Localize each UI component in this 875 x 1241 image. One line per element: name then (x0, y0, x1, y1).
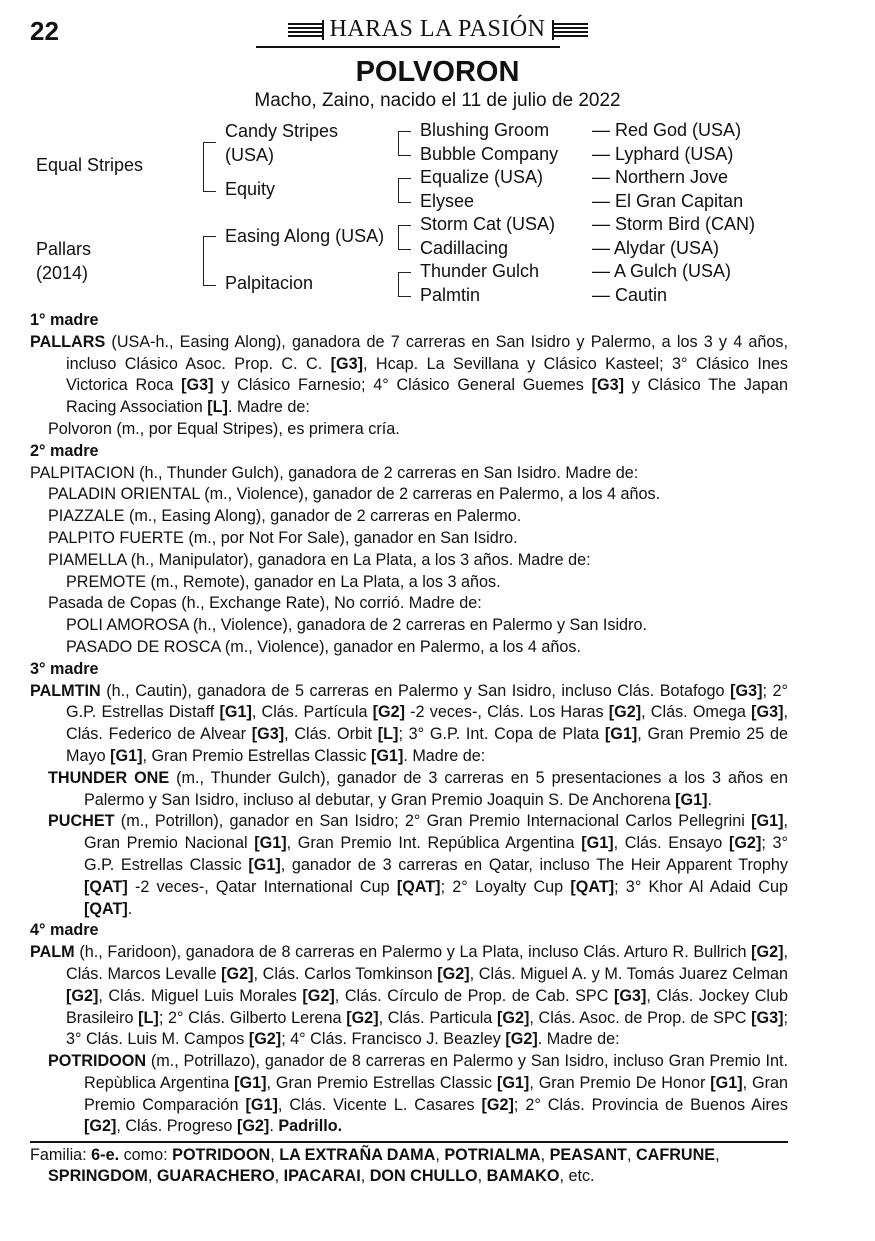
pedigree-dam (36, 238, 91, 285)
pedigree-gen4-item: — Northern Jove (592, 166, 755, 190)
entry-text: . (127, 899, 133, 918)
grade-badge: [G1] (604, 725, 638, 744)
entry-text: , Clás. Vicente L. Casares (277, 1095, 482, 1114)
grade-badge: [G2] (302, 986, 335, 1005)
entry-text: ; 3° G.P. Int. Copa de Plata (398, 725, 605, 744)
grade-badge: [G2] (372, 703, 405, 722)
grade-badge: [G1] (496, 1073, 530, 1092)
section-heading: 3° madre (30, 659, 99, 678)
pedigree-dam-dam: Palpitacion (225, 273, 314, 293)
entry-text: y Clásico Farnesio; 4° Clásico General Guemes (213, 376, 592, 395)
entry-palpitacion: PALPITACION (h., Thunder Gulch), ganadora de 2 carreras en San Isidro. Madre de: (30, 463, 639, 482)
horse-entry-name: PUCHET (48, 812, 115, 831)
grade-badge: [QAT] (570, 877, 615, 896)
entry-text: , Clás. Orbit (284, 725, 378, 744)
pedigree-sire-sire-name: Candy Stripes (225, 121, 339, 141)
entry-pallars (30, 332, 788, 419)
grade-badge: [G2] (497, 1008, 530, 1027)
separator: , (477, 1167, 487, 1186)
entry-text: . (269, 1117, 279, 1136)
grade-badge: [G2] (248, 1030, 282, 1049)
entry-text: , Hcap. La Sevillana y Clásico Kasteel; 3° Clásico Ines Victorica Roca (66, 354, 788, 395)
separator: , (360, 1167, 370, 1186)
pedigree-gen3-item: Equalize (USA) (420, 167, 544, 187)
family-text (30, 310, 788, 1188)
separator: , (540, 1145, 550, 1164)
pedigree-gen3-item: Palmtin (420, 284, 481, 305)
entry-text: , Gran Premio 25 de Mayo (66, 725, 788, 765)
entry-text: . (707, 790, 713, 809)
header-rule (256, 46, 560, 48)
horse-entry-name: POTRIDOON (48, 1052, 147, 1071)
entry-potridoon (30, 1051, 788, 1138)
entry-text: . Madre de: (537, 1030, 620, 1049)
horse-entry-name: PALM (30, 943, 75, 962)
entry-text: , Clás. Ensayo (613, 834, 729, 853)
grade-badge: [G2] (481, 1095, 514, 1114)
familia-horse: DON CHULLO (369, 1167, 478, 1186)
stallion-label: Padrillo. (278, 1117, 343, 1136)
entry-thunder-one (30, 768, 788, 812)
separator: , (626, 1145, 636, 1164)
familia-line (30, 1145, 788, 1189)
farm-header (0, 16, 875, 45)
familia-horse: POTRIDOON (172, 1145, 271, 1164)
entry-text: -2 veces-, Qatar International Cup (127, 877, 397, 896)
pedigree-dam-name: Pallars (36, 239, 92, 259)
entry-text: , Gran Premio Nacional (84, 812, 788, 853)
entry-text: (USA-h., Easing Along), ganadora de 7 carreras en San Isidro y Palermo, a los 3 y 4 años, incluso Clásico Asoc. Prop. C. C. (66, 332, 788, 373)
entry-text: (m., Thunder Gulch), ganador de 3 carreras en 5 presentaciones a los 3 años en Palermo y San Isidro, incluso al debutar, y Gran Premio Joaquin S. De Anchorena (84, 768, 789, 809)
entry-text: ; 3° Khor Al Adaid Cup (614, 877, 789, 896)
entry-text: , Clás. Asoc. de Prop. de SPC (529, 1008, 752, 1027)
entry-text: como: (119, 1145, 173, 1164)
grade-badge: [G1] (370, 746, 404, 765)
pedigree-dam-year: (2014) (36, 262, 89, 283)
page-number: 22 (30, 16, 59, 46)
familia-horse: CAFRUNE (635, 1145, 716, 1164)
pedigree-dam-sire: Easing Along (USA) (225, 226, 385, 246)
grade-badge: [G2] (236, 1117, 270, 1136)
familia-horse: POTRIALMA (444, 1145, 541, 1164)
grade-badge: [G3] (751, 703, 784, 722)
entry-text: ; 2° Clás. Provincia de Buenos Aires (513, 1095, 789, 1114)
familia-rule (30, 1141, 788, 1142)
grade-badge: [G3] (613, 986, 647, 1005)
separator: , (270, 1145, 280, 1164)
bracket (203, 236, 216, 286)
pedigree-gen4-item: — A Gulch (USA) (592, 260, 755, 284)
pedigree-gen3-item: Bubble Company (420, 143, 559, 164)
grade-badge: [G1] (710, 1073, 743, 1092)
entry-text: ; 3° G.P. Estrellas Classic (84, 834, 788, 874)
list-item: PIAZZALE (m., Easing Along), ganador de 2 carreras en Palermo. (48, 507, 522, 526)
familia-code: 6-e. (91, 1145, 120, 1164)
grade-badge: [G2] (221, 964, 254, 983)
grade-badge: [G3] (330, 354, 363, 373)
list-item: PALPITO FUERTE (m., por Not For Sale), ganador en San Isidro. (48, 528, 518, 547)
bracket (398, 225, 411, 250)
entry-text: y Clásico The Japan Racing Association (66, 376, 788, 417)
entry-text: , Clás. Omega (641, 703, 752, 722)
entry-text: ; 2° Loyalty Cup (440, 877, 571, 896)
section-heading: 4° madre (30, 921, 99, 940)
pedigree-gen3-item: Cadillacing (420, 237, 509, 258)
grade-badge: [G3] (730, 681, 763, 700)
pedigree-sire-sire-origin: (USA) (225, 144, 274, 165)
entry-text: , Clás. Jockey Club Brasileiro (66, 986, 788, 1027)
grade-badge: [L] (207, 398, 228, 417)
entry-text: (m., Potrillazo), ganador de 8 carreras en Palermo y San Isidro, incluso Gran Premio Int. Repùblica Argentina (84, 1052, 788, 1092)
grade-badge: [QAT] (84, 877, 128, 896)
familia-horse: PEASANT (549, 1145, 627, 1164)
grade-badge: [G2] (608, 703, 642, 722)
grade-badge: [G1] (110, 746, 143, 765)
grade-badge: [G1] (219, 703, 252, 722)
horse-description: Macho, Zaino, nacido el 11 de julio de 2022 (254, 90, 621, 111)
grade-badge: [G3] (591, 376, 625, 395)
grade-badge: [QAT] (84, 899, 128, 918)
entry-text: ; 4° Clás. Francisco J. Beazley (281, 1030, 506, 1049)
entry-text: (h., Cautin), ganadora de 5 carreras en Palermo y San Isidro, incluso Clás. Botafogo (100, 681, 731, 700)
grade-badge: [G3] (251, 725, 285, 744)
entry-text: , ganador de 3 carreras en Qatar, incluso The Heir Apparent Trophy (280, 855, 788, 874)
horse-entry-name: PALLARS (30, 332, 106, 351)
section-heading: 1° madre (30, 311, 99, 329)
header-bars-right-icon (552, 20, 588, 40)
entry-text: , Gran Premio Comparación (84, 1073, 789, 1114)
bracket (203, 142, 216, 192)
separator: , (147, 1167, 157, 1186)
grade-badge: [G1] (751, 812, 784, 831)
entry-text: ; 2° G.P. Estrellas Distaff (66, 681, 788, 722)
grade-badge: [G1] (248, 855, 281, 874)
horse-entry-name: PALMTIN (30, 681, 101, 700)
grade-badge: [G1] (581, 834, 614, 853)
entry-palm (30, 942, 788, 1051)
horse-entry-name: THUNDER ONE (48, 768, 170, 787)
familia-horse: BAMAKO (486, 1167, 560, 1186)
list-item: PREMOTE (m., Remote), ganador en La Plata, a los 3 años. (66, 572, 501, 591)
entry-polvoron: Polvoron (m., por Equal Stripes), es primera cría. (48, 419, 400, 438)
entry-text: , Clás. Círculo de Prop. de Cab. SPC (334, 986, 614, 1005)
list-item: Pasada de Copas (h., Exchange Rate), No corrió. Madre de: (48, 594, 482, 613)
entry-text: , Gran Premio Estrellas Classic (142, 746, 371, 765)
familia-horse: LA EXTRAÑA DAMA (279, 1145, 436, 1164)
grade-badge: [G2] (728, 834, 762, 853)
grade-badge: [QAT] (396, 877, 441, 896)
separator: , (274, 1167, 284, 1186)
entry-text: . Madre de: (227, 398, 310, 417)
entry-text: ; 3° Clás. Luis M. Campos (66, 1008, 788, 1049)
pedigree-gen4-item: — Red God (USA) (592, 119, 755, 143)
section-heading: 2° madre (30, 441, 99, 460)
pedigree-sire-dam: Equity (225, 179, 276, 199)
grade-badge: [G1] (245, 1095, 278, 1114)
entry-text: , Clás. Partícula (251, 703, 373, 722)
farm-name: HARAS LA PASIÓN (329, 16, 546, 42)
bracket (398, 178, 411, 203)
familia-horse: SPRINGDOM (48, 1167, 148, 1186)
grade-badge: [G1] (234, 1073, 267, 1092)
entry-text: , Gran Premio Int. República Argentina (286, 834, 582, 853)
pedigree-gen4-item: — Cautin (592, 284, 755, 308)
entry-text: (h., Faridoon), ganadora de 8 carreras en Palermo y La Plata, incluso Clás. Arturo R. Bullrich (74, 943, 752, 962)
pedigree-gen4-item: — Lyphard (USA) (592, 143, 755, 167)
pedigree-gen4 (592, 119, 755, 307)
familia-label: Familia: (30, 1145, 92, 1164)
pedigree-sire-sire (225, 120, 338, 167)
grade-badge: [G3] (751, 1008, 784, 1027)
entry-text: , Clás. Miguel Luis Morales (98, 986, 303, 1005)
list-item: PASADO DE ROSCA (m., Violence), ganador en Palermo, a los 4 años. (66, 637, 581, 656)
pedigree-gen3-item: Thunder Gulch (420, 261, 540, 281)
entry-text: -2 veces-, Clás. Los Haras (405, 703, 609, 722)
entry-text: , Clás. Particula (378, 1008, 497, 1027)
entry-palmtin (30, 681, 788, 768)
entry-text: ; 2° Clás. Gilberto Lerena (158, 1008, 347, 1027)
grade-badge: [G2] (751, 943, 784, 962)
separator: , (435, 1145, 445, 1164)
list-item: PALADIN ORIENTAL (m., Violence), ganador de 2 carreras en Palermo, a los 4 años. (48, 485, 661, 504)
bracket (398, 272, 411, 297)
entry-text: (m., Potrillon), ganador en San Isidro; 2° Gran Premio Internacional Carlos Pellegrini (114, 812, 752, 831)
list-item: PIAMELLA (h., Manipulator), ganadora en La Plata, a los 3 años. Madre de: (48, 550, 591, 569)
grade-badge: [G2] (346, 1008, 379, 1027)
grade-badge: [G3] (181, 376, 214, 395)
pedigree-sire: Equal Stripes (36, 155, 144, 175)
grade-badge: [G2] (505, 1030, 538, 1049)
pedigree-gen3-item: Storm Cat (USA) (420, 214, 556, 234)
header-bars-left-icon (288, 20, 324, 40)
entry-text: . Madre de: (403, 746, 486, 765)
grade-badge: [G2] (437, 964, 470, 983)
horse-name: POLVORON (355, 56, 520, 88)
pedigree-gen4-item: — El Gran Capitan (592, 190, 755, 214)
entry-text: , Clás. Federico de Alvear (66, 703, 788, 744)
entry-text: , Clás. Marcos Levalle (66, 943, 788, 983)
pedigree-gen3 (420, 119, 558, 307)
entry-text: , Clás. Miguel A. y M. Tomás Juarez Celman (469, 964, 788, 983)
familia-horse: IPACARAI (283, 1167, 361, 1186)
entry-puchet (30, 811, 788, 920)
grade-badge: [G2] (84, 1117, 117, 1136)
grade-badge: [G1] (675, 790, 708, 809)
entry-text: , Clás. Carlos Tomkinson (253, 964, 438, 983)
entry-text: , Gran Premio Estrellas Classic (266, 1073, 497, 1092)
entry-text: , Gran Premio De Honor (529, 1073, 711, 1092)
bracket (398, 131, 411, 156)
pedigree-gen4-item: — Alydar (USA) (592, 237, 755, 261)
grade-badge: [G1] (254, 834, 287, 853)
pedigree-gen4-item: — Storm Bird (CAN) (592, 213, 755, 237)
entry-text: , etc. (559, 1167, 595, 1186)
familia-horse: GUARACHERO (156, 1167, 275, 1186)
separator: , (715, 1145, 720, 1164)
grade-badge: [L] (377, 725, 399, 744)
pedigree-gen3-item: Elysee (420, 190, 475, 211)
list-item: POLI AMOROSA (h., Violence), ganadora de 2 carreras en Palermo y San Isidro. (66, 616, 647, 635)
grade-badge: [G2] (66, 986, 99, 1005)
entry-text: , Clás. Progreso (116, 1117, 237, 1136)
pedigree-gen3-item: Blushing Groom (420, 120, 550, 140)
grade-badge: [L] (138, 1008, 159, 1027)
